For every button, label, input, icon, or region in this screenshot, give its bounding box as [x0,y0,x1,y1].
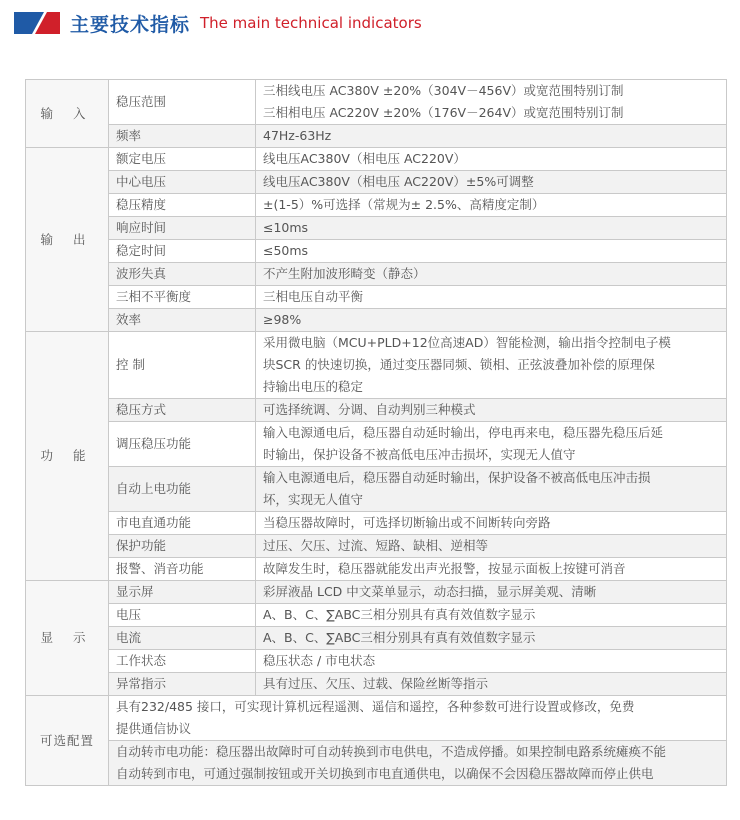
spec-item-value [109,696,727,741]
category-function: 功 能 [26,332,109,581]
spec-item-label: 调压稳压功能 [109,422,256,467]
value-line: 输入电源通电后，稳压器自动延时输出，停电再来电，稳压器先稳压后延 [263,425,664,440]
spec-item-label: 市电直通功能 [109,512,256,535]
spec-item-label: 显示屏 [109,581,256,604]
spec-item-value [256,512,727,535]
category-display: 显 示 [26,581,109,696]
table-row [26,650,727,673]
spec-item-value [256,194,727,217]
value-line: 具有232/485 接口，可实现计算机远程遥测、遥信和遥控，各种参数可进行设置或修改，免费 [116,699,635,714]
spec-item-label: 效率 [109,309,256,332]
value-line: A、B、C、∑ABC三相分别具有真有效值数字显示 [263,630,536,645]
table-row [26,558,727,581]
table-row [26,240,727,263]
table-row [26,80,727,125]
spec-item-value [256,332,727,399]
spec-item-label: 电压 [109,604,256,627]
value-line: 提供通信协议 [116,721,192,736]
table-row [26,194,727,217]
spec-item-label: 三相不平衡度 [109,286,256,309]
table-row [26,286,727,309]
value-line: 时输出，保护设备不被高低电压冲击损坏，实现无人值守 [263,447,576,462]
value-line: 坏，实现无人值守 [263,492,364,507]
spec-item-value [256,604,727,627]
section-header [14,10,422,36]
table-row [26,422,727,467]
spec-item-value [256,309,727,332]
table-row [26,332,727,399]
table-row [26,467,727,512]
table-row [26,696,727,741]
spec-item-label: 频率 [109,125,256,148]
value-line: 具有过压、欠压、过载、保险丝断等指示 [263,676,489,691]
value-line: 过压、欠压、过流、短路、缺相、逆相等 [263,538,489,553]
value-line: 线电压AC380V（相电压 AC220V） [263,151,466,166]
table-row [26,309,727,332]
spec-item-label: 保护功能 [109,535,256,558]
title-chinese: 主要技术指标 [70,13,191,36]
value-line: 不产生附加波形畸变（静态） [263,266,426,281]
category-input: 输 入 [26,80,109,148]
spec-item-value [256,422,727,467]
table-row [26,148,727,171]
value-line: 块SCR 的快速切换，通过变压器同频、锁相、正弦波叠加补偿的原理保 [263,357,655,372]
spec-item-value [256,80,727,125]
spec-item-value [256,240,727,263]
table-row [26,604,727,627]
value-line: 线电压AC380V（相电压 AC220V）±5%可调整 [263,174,534,189]
value-line: ≥98% [263,312,302,327]
value-line: A、B、C、∑ABC三相分别具有真有效值数字显示 [263,607,536,622]
category-optional: 可选配置 [26,696,109,786]
spec-item-value [256,627,727,650]
table-row [26,627,727,650]
table-row [26,741,727,786]
value-line: 自动转到市电，可通过强制按钮或开关切换到市电直通供电，以确保不会因稳压器故障而停止供电 [116,766,654,781]
spec-item-label: 报警、消音功能 [109,558,256,581]
spec-item-label: 响应时间 [109,217,256,240]
value-line: 采用微电脑（MCU+PLD+12位高速AD）智能检测，输出指令控制电子模 [263,335,671,350]
spec-item-value [256,467,727,512]
value-line: 故障发生时，稳压器就能发出声光报警，按显示面板上按键可消音 [263,561,626,576]
table-row [26,512,727,535]
table-row [26,535,727,558]
spec-item-value [256,286,727,309]
spec-item-value [256,673,727,696]
spec-item-value [256,650,727,673]
spec-item-value [256,148,727,171]
title-english: The main technical indicators [200,14,422,32]
spec-item-value [256,125,727,148]
spec-item-label: 额定电压 [109,148,256,171]
spec-item-value [109,741,727,786]
value-line: ±(1-5）%可选择（常规为± 2.5%、高精度定制） [263,197,545,212]
value-line: 持输出电压的稳定 [263,379,364,394]
table-row [26,673,727,696]
table-row [26,263,727,286]
spec-item-label: 稳压精度 [109,194,256,217]
category-output: 输 出 [26,148,109,332]
spec-item-label: 波形失真 [109,263,256,286]
value-line: 稳压状态 / 市电状态 [263,653,376,668]
value-line: ≤10ms [263,220,309,235]
spec-item-label: 异常指示 [109,673,256,696]
spec-item-label: 稳定时间 [109,240,256,263]
brand-logo-icon [14,12,60,34]
spec-item-label: 控 制 [109,332,256,399]
table-row [26,125,727,148]
spec-item-value [256,558,727,581]
value-line: 彩屏液晶 LCD 中文菜单显示，动态扫描，显示屏美观、清晰 [263,584,597,599]
value-line: 三相电压自动平衡 [263,289,364,304]
spec-item-value [256,535,727,558]
value-line: 可选择统调、分调、自动判别三种模式 [263,402,476,417]
value-line: 当稳压器故障时，可选择切断输出或不间断转向旁路 [263,515,551,530]
table-row [26,217,727,240]
spec-item-value [256,399,727,422]
value-line: 输入电源通电后，稳压器自动延时输出，保护设备不被高低电压冲击损 [263,470,651,485]
value-line: 三相相电压 AC220V ±20%（176V－264V）或宽范围特别订制 [263,105,624,120]
spec-item-label: 电流 [109,627,256,650]
table-row [26,581,727,604]
table-row [26,399,727,422]
spec-item-value [256,581,727,604]
spec-item-value [256,263,727,286]
table-row [26,171,727,194]
spec-item-label: 自动上电功能 [109,467,256,512]
spec-item-label: 稳压范围 [109,80,256,125]
value-line: 47Hz-63Hz [263,128,332,143]
spec-item-label: 中心电压 [109,171,256,194]
spec-table [25,79,727,786]
spec-item-label: 稳压方式 [109,399,256,422]
spec-item-label: 工作状态 [109,650,256,673]
value-line: ≤50ms [263,243,309,258]
value-line: 自动转市电功能：稳压器出故障时可自动转换到市电供电，不造成停播。如果控制电路系统瘫痪不能 [116,744,667,759]
spec-item-value [256,171,727,194]
value-line: 三相线电压 AC380V ±20%（304V－456V）或宽范围特别订制 [263,83,624,98]
spec-item-value [256,217,727,240]
